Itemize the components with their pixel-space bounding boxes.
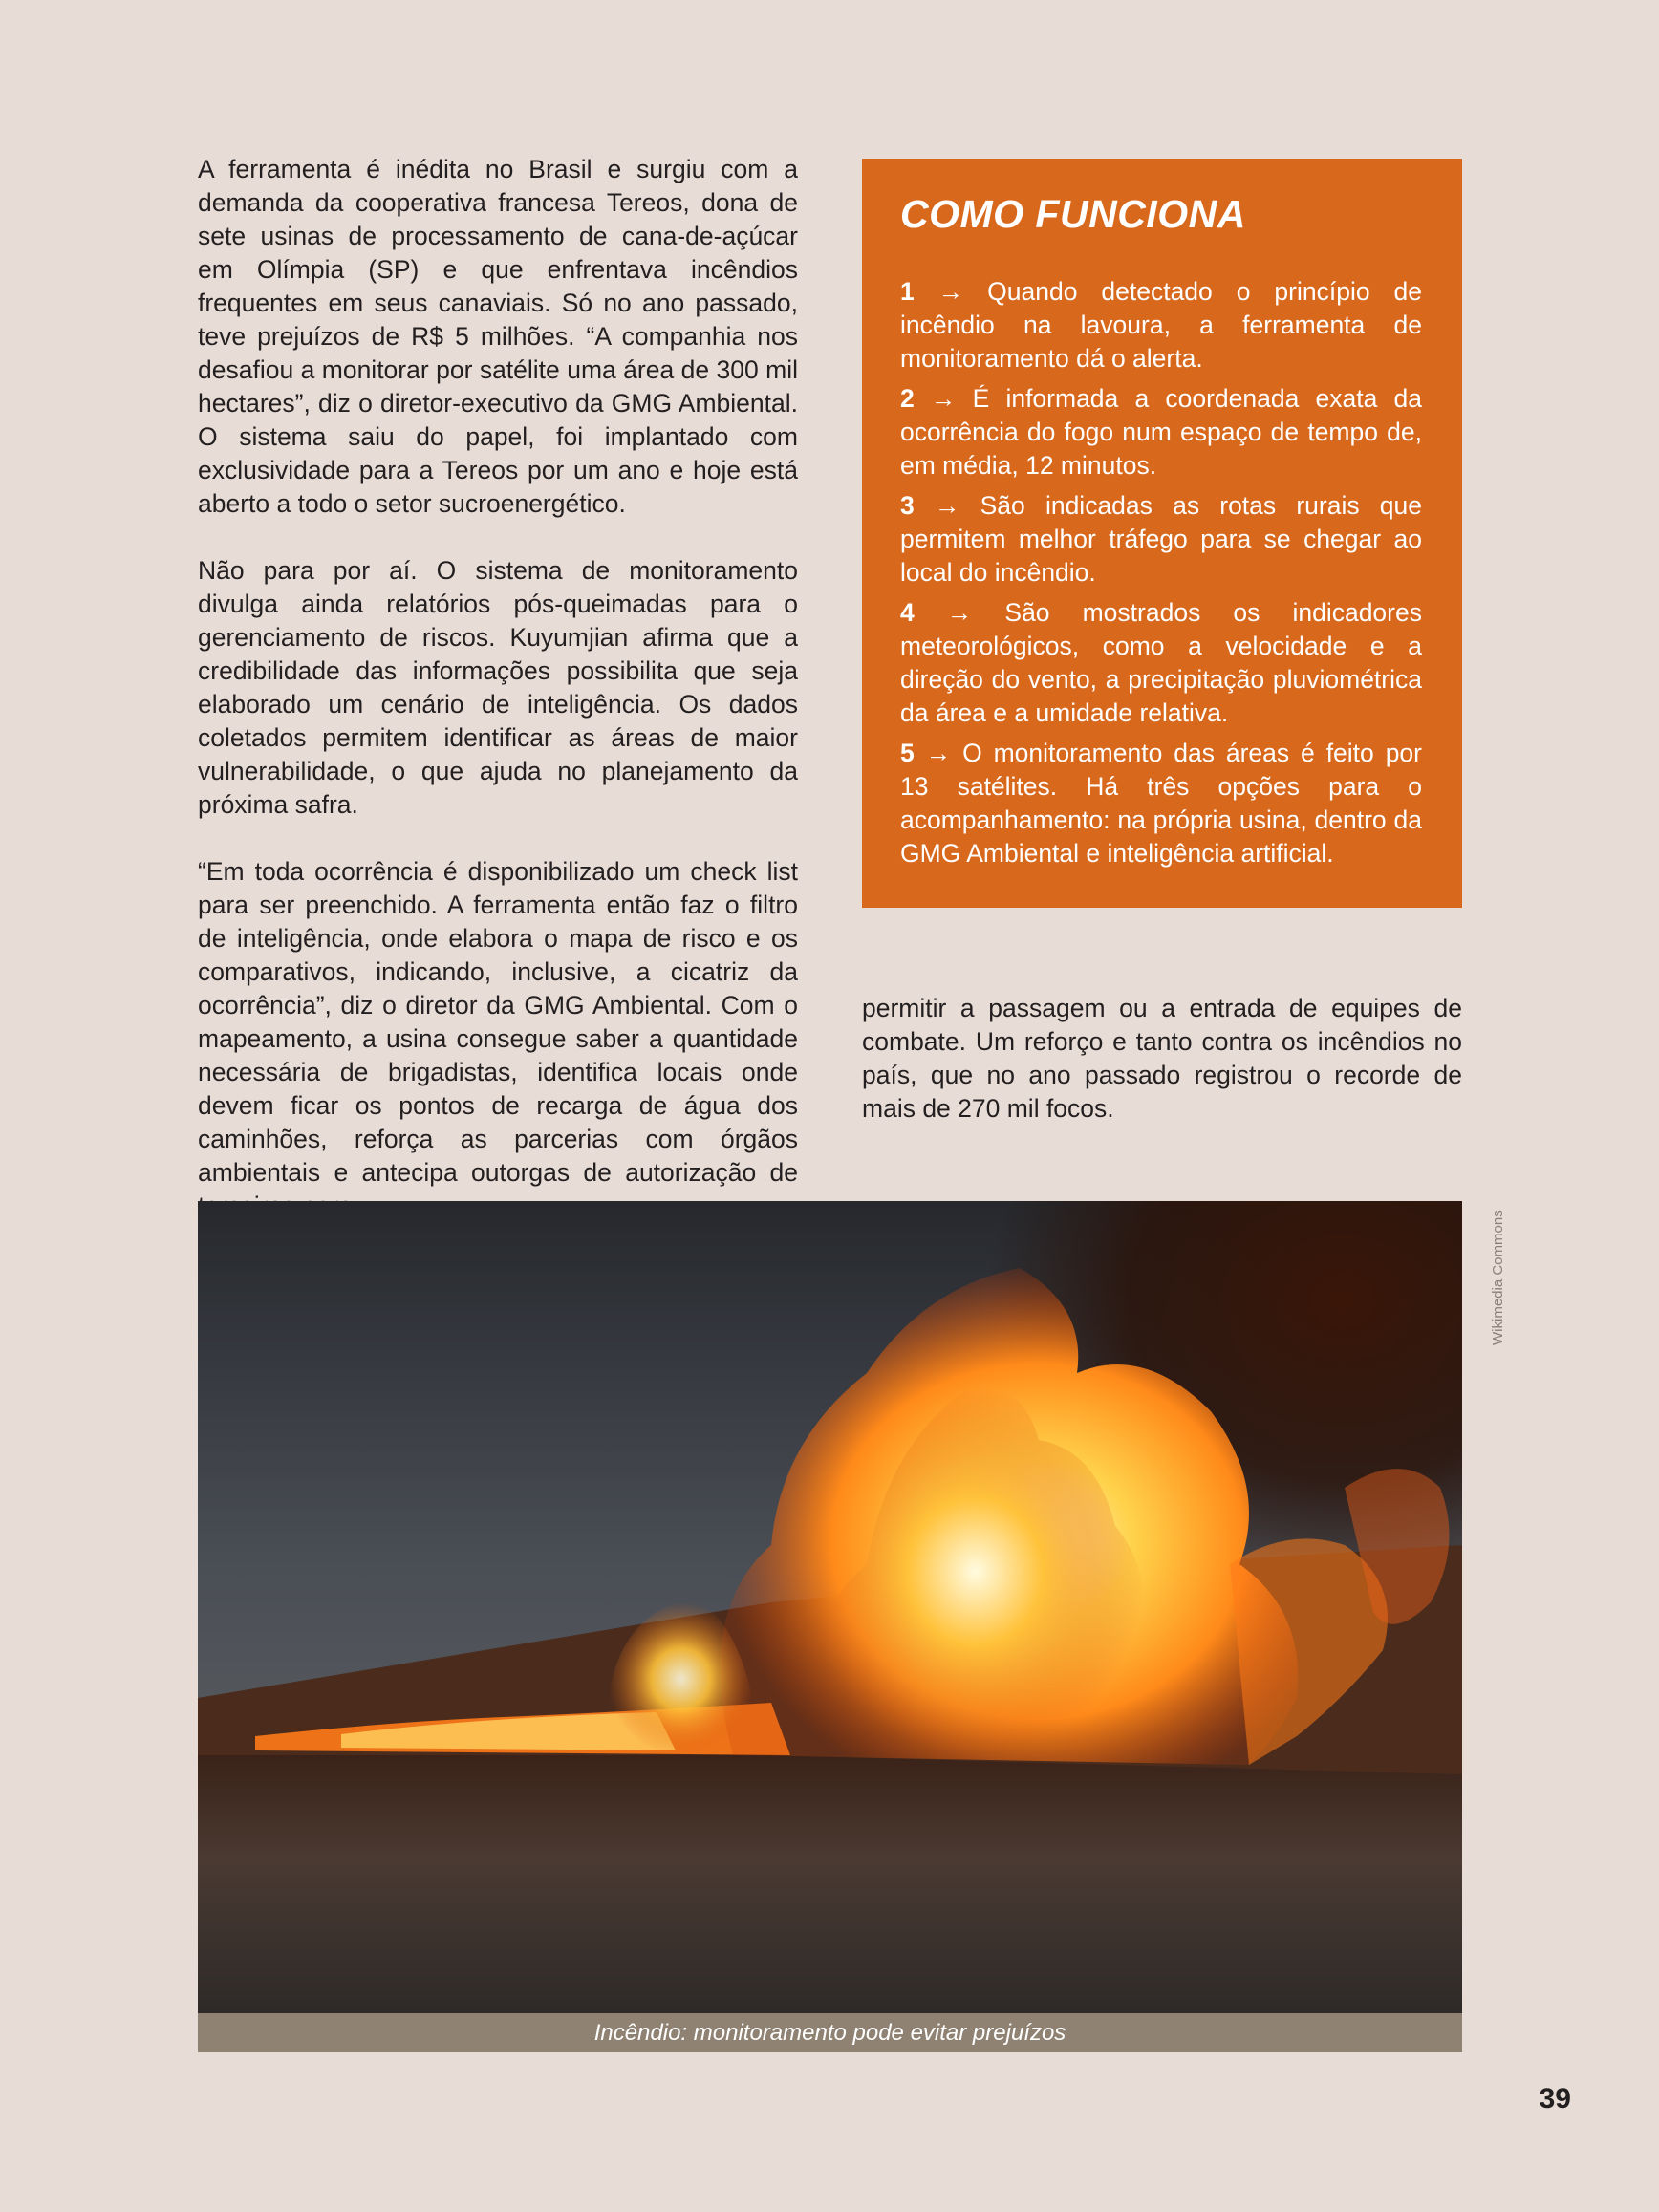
box-title: COMO FUNCIONA — [900, 192, 1246, 236]
article-left-column — [198, 153, 798, 1223]
item-number: 4 → — [900, 598, 973, 627]
item-number: 5 → — [900, 739, 952, 767]
item-number: 2 → — [900, 384, 957, 413]
article-continuation: permitir a passagem ou a entrada de equipes de combate. Um reforço e tanto contra os incêndios no país, que no ano passado registrou o recorde de mais de 270 mil focos. — [862, 994, 1462, 1123]
box-item — [900, 596, 1422, 730]
box-item — [900, 737, 1422, 870]
item-number: 1 → — [900, 277, 964, 306]
fire-photo — [198, 1201, 1462, 2013]
item-number: 3 → — [900, 491, 960, 520]
photo-credit — [1489, 1202, 1510, 1345]
article-paragraph: Não para por aí. O sistema de monitoramento divulga ainda relatórios pós-queimadas para o gerenciamento de riscos. Kuyumjian afirma que a credibilidade das informações possibilita que seja elaborado um cenário de inteligência. Os dados coletados permitem identificar as áreas de maior vulnerabilidade, o que ajuda no planejamento da próxima safra. — [198, 556, 798, 819]
item-text: São indicadas as rotas rurais que permitem melhor tráfego para se chegar ao local do incêndio. — [900, 491, 1422, 587]
how-it-works-box — [862, 159, 1462, 908]
article-paragraph: A ferramenta é inédita no Brasil e surgiu com a demanda da cooperativa francesa Tereos, dona de sete usinas de processamento de cana-de-açúcar em Olímpia (SP) e que enfrentava incêndios frequentes em seus canaviais. Só no ano passado, teve prejuízos de R$ 5 milhões. “A companhia nos desafiou a monitorar por satélite uma área de 300 mil hectares”, diz o diretor-executivo da GMG Ambiental. O sistema saiu do papel, foi implantado com exclusividade para a Tereos por um ano e hoje está aberto a todo o setor sucroenergético. — [198, 155, 798, 518]
article-paragraph: “Em toda ocorrência é disponibilizado um check list para ser preenchido. A ferramenta então faz o filtro de inteligência, onde elabora o mapa de risco e os comparativos, indicando, inclusive, a cicatriz da ocorrência”, diz o diretor da GMG Ambiental. Com o mapeamento, a usina consegue saber a quantidade necessária de brigadistas, identifica locais onde devem ficar os pontos de recarga de água dos caminhões, reforça as parcerias com órgãos ambientais e antecipa outorgas de autorização de — [198, 857, 798, 1187]
item-text: Quando detectado o princípio de incêndio na lavoura, a ferramenta de monitoramento dá o alerta. — [900, 277, 1422, 373]
item-text: São mostrados os indicadores meteorológicos, como a velocidade e a direção do vento, a precipitação pluviométrica da área e a umidade relativa. — [900, 598, 1422, 727]
photo-credit-text: Wikimedia Commons — [1490, 1210, 1506, 1345]
box-item — [900, 489, 1422, 590]
item-text: É informada a coordenada exata da ocorrência do fogo num espaço de tempo de, em média, 12 minutos. — [900, 384, 1422, 480]
photo-caption: Incêndio: monitoramento pode evitar prejuízos — [198, 2013, 1462, 2052]
box-item — [900, 275, 1422, 376]
box-item — [900, 382, 1422, 483]
page-number: 39 — [1539, 2083, 1571, 2115]
item-text: O monitoramento das áreas é feito por 13 satélites. Há três opções para o acompanhamento: na própria usina, dentro da GMG Ambiental e inteligência artificial. — [900, 739, 1422, 868]
